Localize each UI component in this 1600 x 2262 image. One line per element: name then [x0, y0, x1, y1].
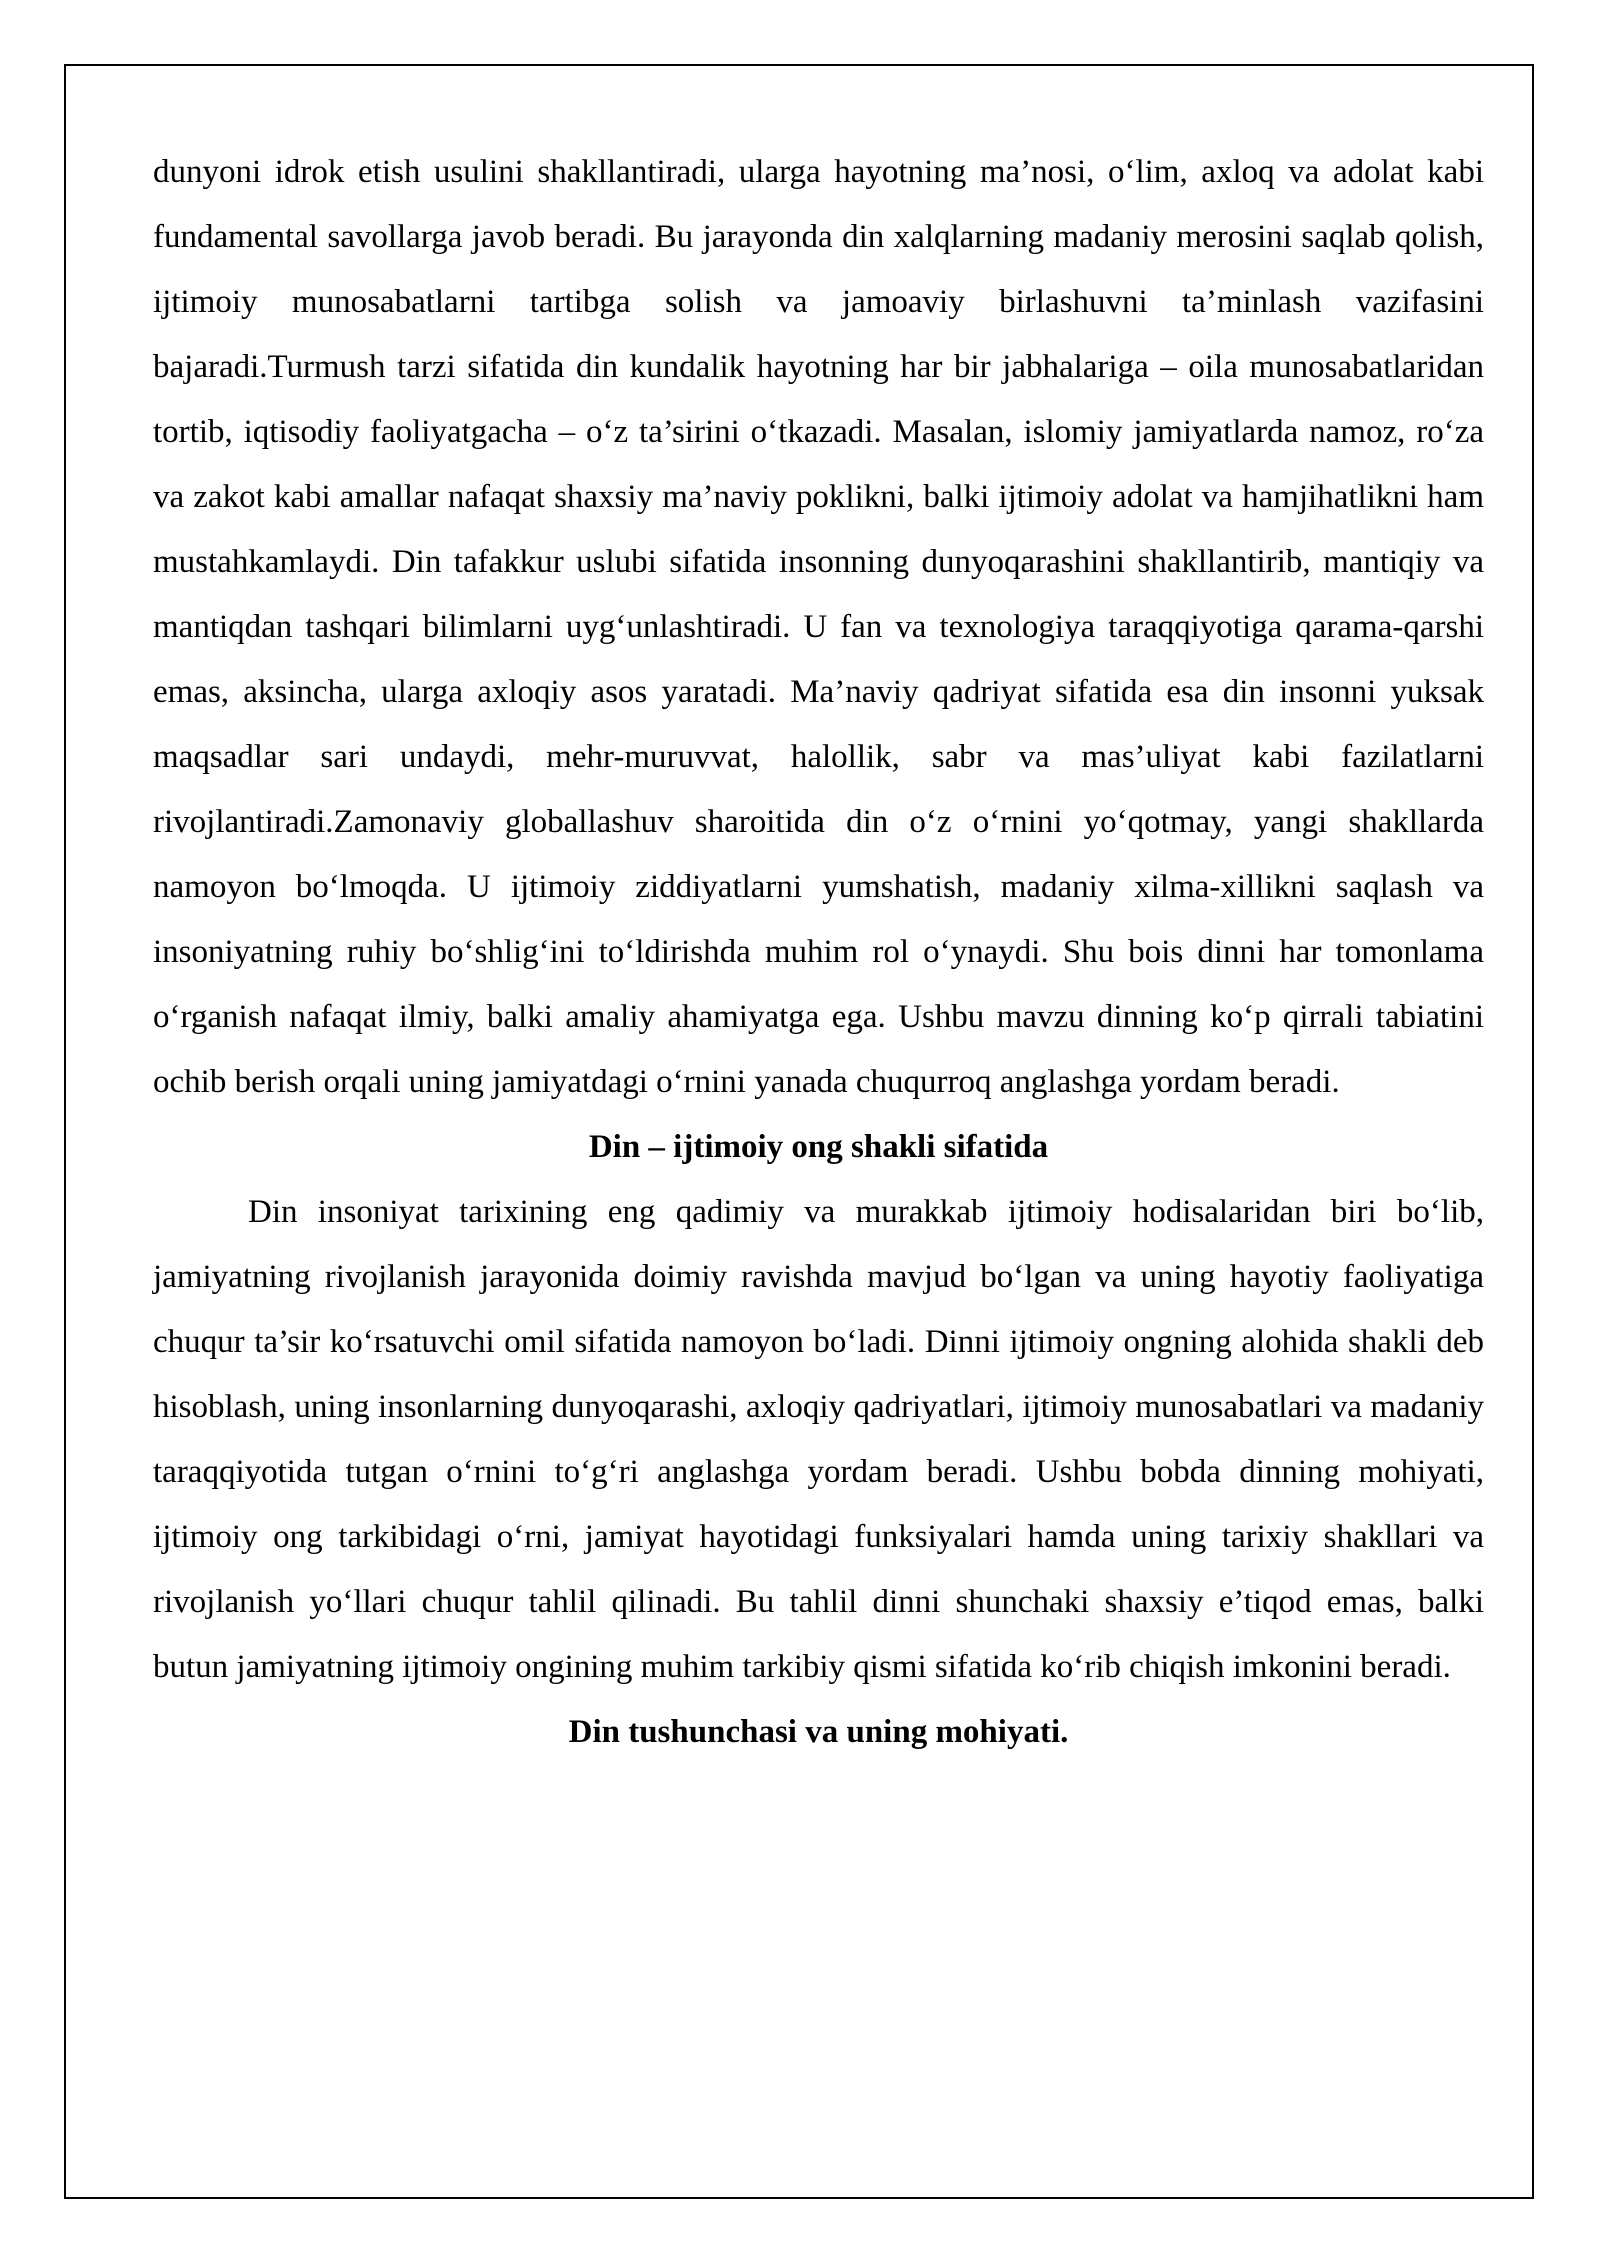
- document-body: [153, 140, 1484, 1765]
- paragraph: Din insoniyat tarixining eng qadimiy va murakkab ijtimoiy hodisalaridan biri bo‘lib, jamiyatning rivojlanish jarayonida doimiy ravishda mavjud bo‘lgan va uning hayotiy faoliyatiga chuqur ta’sir ko‘rsatuvchi omil sifatida namoyon bo‘ladi. Dinni ijtimoiy ongning alohida shakli deb hisoblash, uning insonlarning dunyoqarashi, axloqiy qadriyatlari, ijtimoiy munosabatlari va madaniy taraqqiyotida tutgan o‘rnini to‘g‘ri anglashga yordam beradi. Ushbu bobda dinning mohiyati, ijtimoiy ong tarkibidagi o‘rni, jamiyat hayotidagi funksiyalari hamda uning tarixiy shakllari va rivojlanish yo‘llari chuqur tahlil qilinadi. Bu tahlil dinni shunchaki shaxsiy e’tiqod emas, balki butun jamiyatning ijtimoiy ongining muhim tarkibiy qismi sifatida ko‘rib chiqish imkonini beradi.: [153, 1194, 1484, 1685]
- subsection-heading: Din tushunchasi va uning mohiyati.: [568, 1714, 1069, 1750]
- section-heading: Din – ijtimoiy ong shakli sifatida: [588, 1129, 1049, 1165]
- paragraph: dunyoni idrok etish usulini shakllantiradi, ularga hayotning ma’nosi, o‘lim, axloq va adolat kabi fundamental savollarga javob beradi. Bu jarayonda din xalqlarning madaniy merosini saqlab qolish, ijtimoiy munosabatlarni tartibga solish va jamoaviy birlashuvni ta’minlash vazifasini bajaradi.Turmush tarzi sifatida din kundalik hayotning har bir jabhalariga – oila munosabatlaridan tortib, iqtisodiy faoliyatgacha – o‘z ta’sirini o‘tkazadi. Masalan, islomiy jamiyatlarda namoz, ro‘za va zakot kabi amallar nafaqat shaxsiy ma’naviy poklikni, balki ijtimoiy adolat va hamjihatlikni ham mustahkamlaydi. Din tafakkur uslubi sifatida insonning dunyoqarashini shakllantirib, mantiqiy va mantiqdan tashqari bilimlarni uyg‘unlashtiradi. U fan va texnologiya taraqqiyotiga qarama-qarshi emas, aksincha, ularga axloqiy asos yaratadi. Ma’naviy qadriyat sifatida esa din insonni yuksak maqsadlar sari undaydi, mehr-muruvvat, halollik, sabr va mas’uliyat kabi fazilatlarni rivojlantiradi.Zamonaviy globallashuv sharoitida din o‘z o‘rnini yo‘qotmay, yangi shakllarda namoyon bo‘lmoqda. U ijtimoiy ziddiyatlarni yumshatish, madaniy xilma-xillikni saqlash va insoniyatning ruhiy bo‘shlig‘ini to‘ldirishda muhim rol o‘ynaydi. Shu bois dinni har tomonlama o‘rganish nafaqat ilmiy, balki amaliy ahamiyatga ega. Ushbu mavzu dinning ko‘p qirrali tabiatini ochib berish orqali uning jamiyatdagi o‘rnini yanada chuqurroq anglashga yordam beradi.: [153, 154, 1484, 1100]
